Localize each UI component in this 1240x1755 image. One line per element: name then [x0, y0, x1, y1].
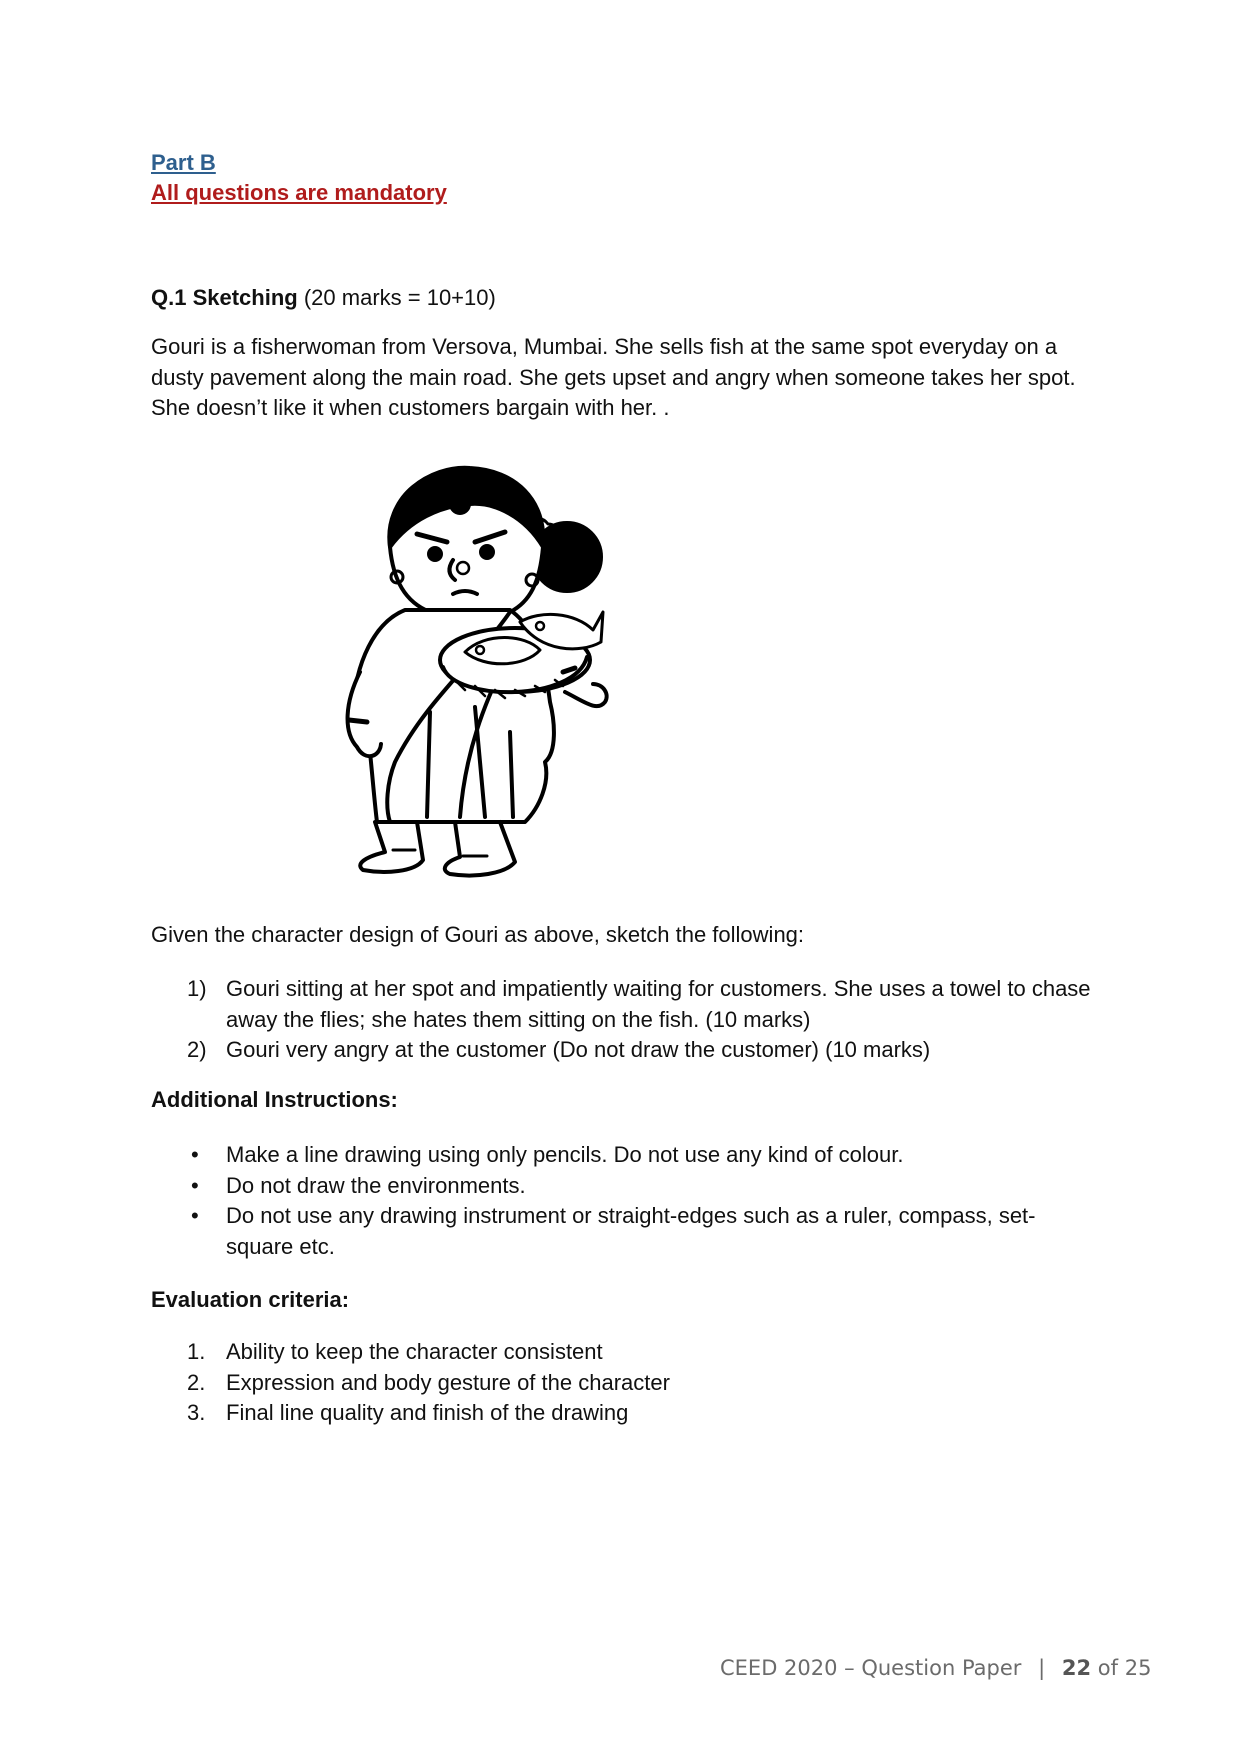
list-item-text: Do not use any drawing instrument or straight-edges such as a ruler, compass, set-square etc.: [226, 1203, 1036, 1259]
list-marker: 1): [187, 976, 207, 1001]
list-item-text: Make a line drawing using only pencils. Do not use any kind of colour.: [226, 1142, 904, 1167]
list-item: [151, 1337, 1091, 1368]
question-title: Q.1 Sketching: [151, 285, 298, 310]
bullet-icon: •: [191, 1203, 199, 1228]
list-item: [151, 1201, 1091, 1262]
list-marker: 1.: [187, 1339, 206, 1364]
evaluation-criteria-heading: Evaluation criteria:: [151, 1287, 350, 1312]
given-instruction: Given the character design of Gouri as above, sketch the following:: [151, 922, 805, 947]
list-item-text: Ability to keep the character consistent: [226, 1339, 603, 1364]
list-item: [151, 1398, 1091, 1429]
list-marker: 3.: [187, 1400, 206, 1425]
bullet-icon: •: [191, 1142, 199, 1167]
question-description: Gouri is a fisherwoman from Versova, Mumbai. She sells fish at the same spot everyday on a dusty pavement along the main road. She gets upset and angry when someone takes her spot. She doesn’t like it when customers bargain with her. .: [151, 334, 1076, 420]
list-item: [151, 1140, 1091, 1171]
list-item-text: Do not draw the environments.: [226, 1172, 526, 1198]
evaluation-criteria-list: [151, 1337, 1091, 1429]
additional-instructions-list: [151, 1140, 1091, 1262]
list-item-text: Expression and body gesture of the character: [226, 1369, 670, 1395]
fisherwoman-illustration-icon: [335, 462, 670, 882]
mandatory-notice: All questions are mandatory: [151, 180, 447, 205]
list-item: [151, 1171, 1091, 1202]
footer-separator: |: [1038, 1656, 1046, 1680]
sketch-task-list: [151, 974, 1091, 1066]
list-marker: 2): [187, 1037, 207, 1062]
list-item-text: Final line quality and finish of the drawing: [226, 1400, 629, 1425]
question-heading: [151, 285, 496, 311]
list-item: [151, 974, 1091, 1035]
bullet-icon: •: [191, 1172, 199, 1198]
question-marks: (20 marks = 10+10): [303, 285, 496, 310]
page-number: 22: [1061, 1656, 1092, 1680]
list-item-text: Gouri very angry at the customer (Do not draw the customer) (10 marks): [226, 1037, 931, 1062]
list-item-text: Gouri sitting at her spot and impatiently waiting for customers. She uses a towel to chase away the flies; she hates them sitting on the fish. (10 marks): [226, 976, 1091, 1032]
footer-label: CEED 2020 – Question Paper: [720, 1656, 1022, 1680]
list-item: [151, 1035, 1091, 1066]
list-marker: 2.: [187, 1369, 206, 1395]
page-footer: [720, 1656, 1151, 1680]
page-total: of 25: [1097, 1656, 1152, 1680]
part-title: Part B: [151, 150, 216, 175]
additional-instructions-heading: Additional Instructions:: [151, 1087, 398, 1112]
list-item: [151, 1368, 1091, 1399]
